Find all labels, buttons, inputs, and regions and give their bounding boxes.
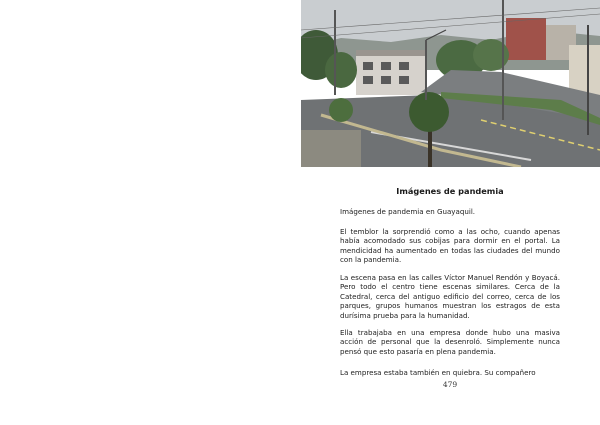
street-photo <box>301 0 600 167</box>
page-number: 479 <box>442 380 458 389</box>
paragraph-5: La empresa estaba también en quiebra. Su compañero <box>340 368 536 377</box>
street-photo-icon <box>301 0 600 167</box>
paragraph-1: Imágenes de pandemia en Guayaquil. <box>340 207 476 216</box>
article-title: Imágenes de pandemia <box>396 186 504 196</box>
paragraph-2: El temblor la sorprendió como a las ocho, cuando apenas había acomodado sus cobijas para dormir en el portal. La mendicidad ha aumentado en todas las ciudades del mundo con la pandemia. <box>340 227 560 265</box>
paragraph-3: La escena pasa en las calles Víctor Manuel Rendón y Boyacá. Pero todo el centro tiene escenas similares. Cerca de la Catedral, cerca del antiguo edificio del correo, cerca de los parques, grupos humanos muestran los estragos de esta durísima prueba para la humanidad. <box>340 273 560 320</box>
paragraph-4: Ella trabajaba en una empresa donde hubo una masiva acción de personal que la desenroló. Simplemente nunca pensó que esto pasaría en plena pandemia. <box>340 328 560 356</box>
